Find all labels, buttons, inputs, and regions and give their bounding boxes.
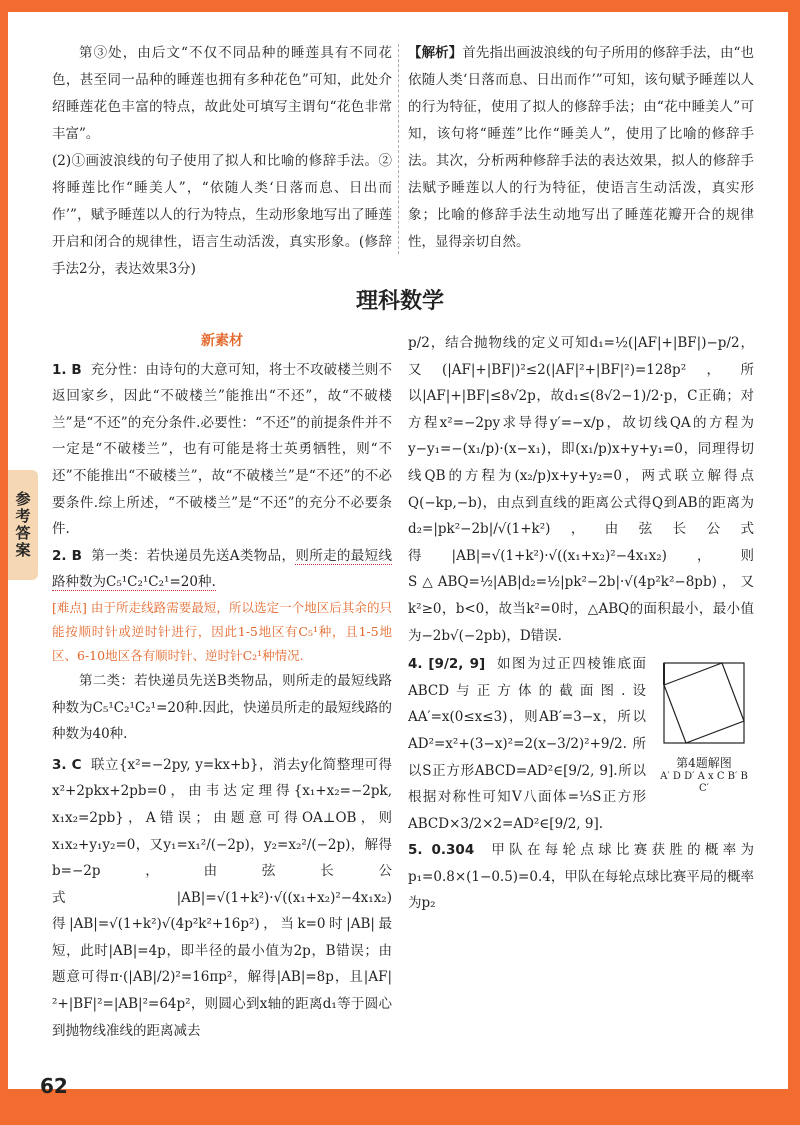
analysis-text: 首先指出画波浪线的句子所用的修辞手法，由“也依随人类‘日落而息、日出而作’”可知，该句赋予睡莲以人的行为特征，使用了拟人的修辞手法；由“花中睡美人”可知，该句将“睡莲”比作“睡美人”，使用了比喻的修辞手法。其次，分析两种修辞手法的表达效果，拟人的修辞手法赋予睡莲以人的行为特征，使语言生动活泼，真实形象；比喻的修辞手法生动地写出了睡莲花瓣开合的规律性，显得亲切自然。 <box>408 45 755 250</box>
question-number: 5. 0.304 <box>408 842 475 859</box>
top-left-column <box>52 40 392 283</box>
question-text: 如图为过正四棱锥底面ABCD与正方体的截面图.设AA′=x(0≤x≤3)，则AB′=3−x，所以AD²=x²+(3−x)²=2(x−3/2)²+9/2.所以S正方形ABCD=AD²∈[9/2, 9].所以根据对称性可知V八面体=⅓S正方形ABCD×3/2×2=AD²∈[9/2, 9]. <box>408 656 647 832</box>
question-3-continued: p/2，结合抛物线的定义可知d₁=½(|AF|+|BF|)−p/2，又(|AF|+|BF|)²≤2(|AF|²+|BF|²)=128p²，所以|AF|+|BF|≤8√2p，故d₁≤(8√2−1)/2·p，C正确；对方程x²=−2py求导得y′=−x/p，故切线QA的方程为y−y₁=−(x₁/p)·(x−x₁)，即(x₁/p)x+y+y₁=0，同理得切线QB的方程为(x₂/p)x+y+y₂=0，两式联立解得点Q(−kp,−b)，由点到直线的距离公式得Q到AB的距离为d₂=|pk²−2b|/√(1+k²)，由弦长公式得|AB|=√(1+k²)·√((x₁+x₂)²−4x₁x₂)，则S△ABQ=½|AB|d₂=½|pk²−2b|·√(4p²k²−8pb)，又k²≥0，b<0，故当k²=0时，△ABQ的面积最小，最小值为−2b√(−2pb)，D错误. <box>408 335 754 644</box>
bottom-left-column <box>52 328 392 1044</box>
fig-label: A <box>697 771 705 783</box>
paragraph: (2)①画波浪线的句子使用了拟人和比喻的修辞手法。②将睡莲比作“睡美人”，“依随人类‘日落而息、日出而作’”，赋予睡莲以人的行为特点，生动形象地写出了睡莲开启和闭合的规律性，语言生动活泼，真实形象。(修辞手法2分，表达效果3分) <box>52 153 392 277</box>
difficulty-note: [难点] 由于所走线路需要最短，所以选定一个地区后其余的只能按顺时针或逆时针进行，因此1-5地区有C₅¹种，且1-5地区、6-10地区各有顺时针、逆时针C₂¹种情况. <box>52 599 392 663</box>
figure <box>654 655 754 795</box>
figure-caption: 第4题解图 <box>676 756 732 771</box>
question-5 <box>408 837 754 917</box>
page-number: 62 <box>40 1074 68 1098</box>
fig-label: B <box>740 771 748 783</box>
bottom-border <box>0 1089 800 1125</box>
analysis-label: 【解析】 <box>408 45 463 61</box>
question-number: 2. B <box>52 547 82 564</box>
question-text: 充分性：由诗句的大意可知，将士不攻破楼兰则不返回家乡，因此“不破楼兰”能推出“不还”，故“不破楼兰”是“不还”的充分条件.必要性：“不还”的前提条件并不一定是“不破楼兰”，也有可能是将士英勇牺牲，则“不还”不能推出“不破楼兰”，故“不破楼兰”是“不还”的不必要条件.综上所述，“不破楼兰”是“不还”的充分不必要条件. <box>52 361 392 538</box>
question-text: 第二类：若快递员先送B类物品，则所走的最短线路种数为C₅¹C₂¹C₂¹=20种.因此，快递员所走的最短线路的种数为40种. <box>52 672 392 743</box>
square-section-diagram <box>654 655 754 755</box>
analysis-paragraph <box>408 40 754 256</box>
question-3 <box>52 752 392 1045</box>
fig-label: B′ <box>727 771 738 783</box>
fig-label: x <box>707 771 714 783</box>
question-number: 1. B <box>52 361 82 378</box>
fig-label: C <box>716 771 725 783</box>
top-border <box>0 0 800 12</box>
question-number: 3. C <box>52 756 82 773</box>
fig-label: C′ <box>699 783 709 795</box>
question-2 <box>52 543 392 596</box>
top-right-column <box>408 40 754 256</box>
figure-labels <box>654 771 754 795</box>
question-text: 第一类：若快递员先送A类物品， <box>91 547 296 564</box>
question-text: 甲队在每轮点球比赛获胜的概率为p₁=0.8×(1−0.5)=0.4，甲队在每轮点球比赛平局的概率为p₂ <box>408 842 754 912</box>
bottom-right-column <box>408 330 754 917</box>
fig-label: D′ <box>684 771 695 783</box>
question-1 <box>52 357 392 543</box>
highlighted-text: 则所走的最短线路种数为C₅¹C₂¹C₂¹=20种. <box>52 547 393 591</box>
fig-label: D <box>672 771 681 783</box>
fig-label: A′ <box>660 771 670 783</box>
left-border <box>0 0 8 1125</box>
side-tab <box>8 470 38 580</box>
question-number: 4. <box>408 656 423 673</box>
paragraph: 第③处，由后文“不仅不同品种的睡莲具有不同花色，甚至同一品种的睡莲也拥有多种花色”可知，此处介绍睡莲花色丰富的特点，故此处可填写主谓句“花色非常丰富”。 <box>52 45 392 142</box>
question-text: 联立{x²=−2py, y=kx+b}，消去y化简整理可得x²+2pkx+2pb=0，由韦达定理得{x₁+x₂=−2pk, x₁x₂=2pb}，A错误；由题意可得OA⊥OB，则x₁x₂+y₁y₂=0，又y₁=x₁²/(−2p)，y₂=x₂²/(−2p)，解得b=−2p，由弦长公式|AB|=√(1+k²)·√((x₁+x₂)²−4x₁x₂)得|AB|=√(1+k²)√(4p²k²+16p²)，当k=0时|AB|最短，此时|AB|=4p，即半径的最小值为2p，B错误；由题意可得π·(|AB|/2)²=16πp²，解得|AB|=8p，且|AF|²+|BF|²=|AB|²=64p²，则圆心到x轴的距离d₁等于圆心到抛物线准线的距离减去 <box>52 756 392 1039</box>
section-title: 理科数学 <box>355 289 444 314</box>
question-4 <box>408 651 754 837</box>
column-divider <box>398 44 399 254</box>
right-border <box>788 0 800 1125</box>
side-tab-label: 参考答案 <box>13 491 32 559</box>
subsection-title: 新素材 <box>201 333 243 349</box>
answer: [9/2, 9] <box>428 656 486 673</box>
